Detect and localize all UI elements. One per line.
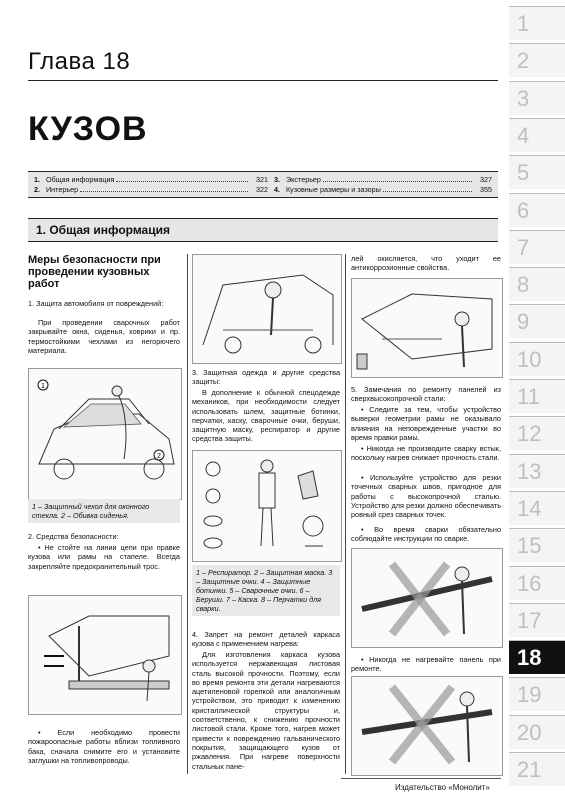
toc-page: 327 bbox=[480, 175, 492, 184]
paragraph: В дополнение к обычной спецодежде механиков, при необходимости следует использовать шлем, защитные ботинки, перчатки, каску, сварочные очки, беруши, защитную маску, респиратор и другие средства защиты. bbox=[192, 388, 340, 444]
chapter-tab-9[interactable]: 9 bbox=[509, 304, 565, 338]
paragraph: лей окисляется, что уходит ее антикоррозионные свойства. bbox=[351, 254, 501, 273]
panel-repair-illustration bbox=[352, 279, 502, 377]
paragraph: • Во время сварки обязательно соблюдайте инструкции по сварке. bbox=[351, 525, 501, 544]
publisher-footer: Издательство «Монолит» bbox=[395, 783, 490, 792]
toc-leader bbox=[80, 185, 248, 192]
chapter-tab-14[interactable]: 14 bbox=[509, 491, 565, 525]
toc-number: 3. bbox=[274, 175, 280, 184]
column-divider bbox=[187, 254, 188, 774]
safety-equipment-illustration bbox=[193, 451, 341, 561]
no-heating-illustration bbox=[352, 677, 502, 775]
footer-rule bbox=[341, 778, 501, 779]
paragraph: 1. Защита автомобиля от повреждений: bbox=[28, 299, 164, 308]
chapter-tab-17[interactable]: 17 bbox=[509, 603, 565, 637]
paragraph: • Используйте устройство для резки точечных сварных швов, пригодное для работы с высокопрочной сталью. Устройство для резки должно обеспечивать ровный срез сварных точек. bbox=[351, 473, 501, 520]
chapter-tab-5[interactable]: 5 bbox=[509, 155, 565, 189]
toc-number: 4. bbox=[274, 185, 280, 194]
chapter-tab-4[interactable]: 4 bbox=[509, 118, 565, 152]
svg-text:1: 1 bbox=[41, 383, 45, 390]
chapter-tab-15[interactable]: 15 bbox=[509, 528, 565, 562]
section-header bbox=[28, 218, 498, 242]
toc-item[interactable] bbox=[274, 185, 492, 194]
chapter-tab-8[interactable]: 8 bbox=[509, 267, 565, 301]
chapter-tab-12[interactable]: 12 bbox=[509, 416, 565, 450]
toc-number: 2. bbox=[34, 185, 40, 194]
section-title: КУЗОВ bbox=[28, 110, 148, 148]
toc-number: 1. bbox=[34, 175, 40, 184]
paragraph: 3. Защитная одежда и другие средства защиты: bbox=[192, 368, 340, 387]
paragraph: При проведении сварочных работ закрывайте окна, сиденья, коврики и пр. термостойкими чехлами из негорючего материала. bbox=[28, 318, 180, 355]
chapter-tab-6[interactable]: 6 bbox=[509, 193, 565, 227]
figure-caption: 1 – Защитный чехол для оконного стекла. 2 – Обивка сиденья. bbox=[28, 499, 180, 523]
figure-panel-repair bbox=[351, 278, 503, 378]
safety-heading: Меры безопасности при проведении кузовных работ bbox=[28, 254, 161, 290]
toc-item[interactable] bbox=[34, 175, 268, 184]
figure-frame-straightening bbox=[28, 595, 182, 715]
chapter-tab-19[interactable]: 19 bbox=[509, 677, 565, 711]
paragraph: 5. Замечания по ремонту панелей из сверхвысокопрочной стали: bbox=[351, 385, 501, 404]
toc-page: 355 bbox=[480, 185, 492, 194]
figure-protective-gear bbox=[192, 254, 342, 364]
toc-page: 322 bbox=[256, 185, 268, 194]
chapter-tab-2[interactable]: 2 bbox=[509, 43, 565, 77]
toc-label: Общая информация bbox=[46, 175, 115, 184]
table-of-contents bbox=[28, 171, 498, 198]
chapter-tab-3[interactable]: 3 bbox=[509, 81, 565, 115]
chapter-tab-1[interactable]: 1 bbox=[509, 6, 565, 40]
toc-label: Экстерьер bbox=[286, 175, 321, 184]
title-rule bbox=[28, 80, 498, 81]
toc-item[interactable] bbox=[274, 175, 492, 184]
no-welding-illustration bbox=[352, 549, 502, 647]
chapter-title: Глава 18 bbox=[28, 48, 131, 75]
paragraph: • Следите за тем, чтобы устройство выверки геометрии рамы не оказывало влияния на неповрежденные участки во время правки рамы. bbox=[351, 405, 501, 442]
chapter-tab-7[interactable]: 7 bbox=[509, 230, 565, 264]
toc-leader bbox=[383, 185, 472, 192]
toc-page: 321 bbox=[256, 175, 268, 184]
welding-cover-illustration bbox=[29, 369, 181, 499]
toc-leader bbox=[116, 175, 248, 182]
svg-text:2: 2 bbox=[157, 453, 161, 460]
chapter-tab-18[interactable]: 18 bbox=[509, 640, 565, 674]
chapter-tab-20[interactable]: 20 bbox=[509, 715, 565, 749]
paragraph: 4. Запрет на ремонт деталей каркаса кузова с применением нагрева: bbox=[192, 630, 340, 649]
welding-room-illustration bbox=[193, 255, 341, 363]
toc-leader bbox=[323, 175, 472, 182]
toc-item[interactable] bbox=[34, 185, 268, 194]
paragraph: Для изготовления каркаса кузова используется нержавеющая листовая сталь высокой прочности. Поэтому, если во время ремонта эти детали нагреваются ацетиленовой горелкой или аналогичным устройством, это приводит к изменению кристаллической структуры и, соответственно, к снижению прочности листовой стали. Кроме того, нагрев может привести к повреждению гальванического покрытия, защищающего кузов от ржавления. При нагреве поверхности стальных пане- bbox=[192, 650, 340, 771]
chapter-tab-13[interactable]: 13 bbox=[509, 454, 565, 488]
paragraph: • Никогда не производите сварку встык, поскольку нагрев снижает прочность стали. bbox=[351, 444, 501, 463]
column-divider bbox=[345, 254, 346, 774]
section-header-label: 1. Общая информация bbox=[36, 223, 170, 237]
figure-safety-equipment bbox=[192, 450, 342, 562]
chapter-tab-11[interactable]: 11 bbox=[509, 379, 565, 413]
figure-no-heating bbox=[351, 676, 503, 776]
paragraph: • Никогда не нагревайте панель при ремонте. bbox=[351, 655, 501, 674]
figure-welding-cover bbox=[28, 368, 182, 500]
toc-label: Интерьер bbox=[46, 185, 79, 194]
paragraph: • Если необходимо провести пожароопасные работы вблизи топливного бака, сначала снимите его и установите заглушки на топливопроводы. bbox=[28, 728, 180, 765]
chapter-tab-21[interactable]: 21 bbox=[509, 752, 565, 786]
figure-caption: 1 – Респиратор. 2 – Защитная маска. 3 – Защитные очки. 4 – Защитные ботинки. 5 – Сварочные очки. 6 – Беруши. 7 – Каска. 8 – Перчатки для сварки. bbox=[192, 565, 340, 616]
figure-no-butt-weld bbox=[351, 548, 503, 648]
toc-label: Кузовные размеры и зазоры bbox=[286, 185, 381, 194]
frame-straightening-illustration bbox=[29, 596, 181, 714]
paragraph: 2. Средства безопасности: bbox=[28, 532, 119, 541]
paragraph: • Не стойте на линии цепи при правке кузова или рамы на стапеле. Всегда закрепляйте предохранительный трос. bbox=[28, 543, 180, 571]
chapter-tab-16[interactable]: 16 bbox=[509, 566, 565, 600]
chapter-tab-10[interactable]: 10 bbox=[509, 342, 565, 376]
